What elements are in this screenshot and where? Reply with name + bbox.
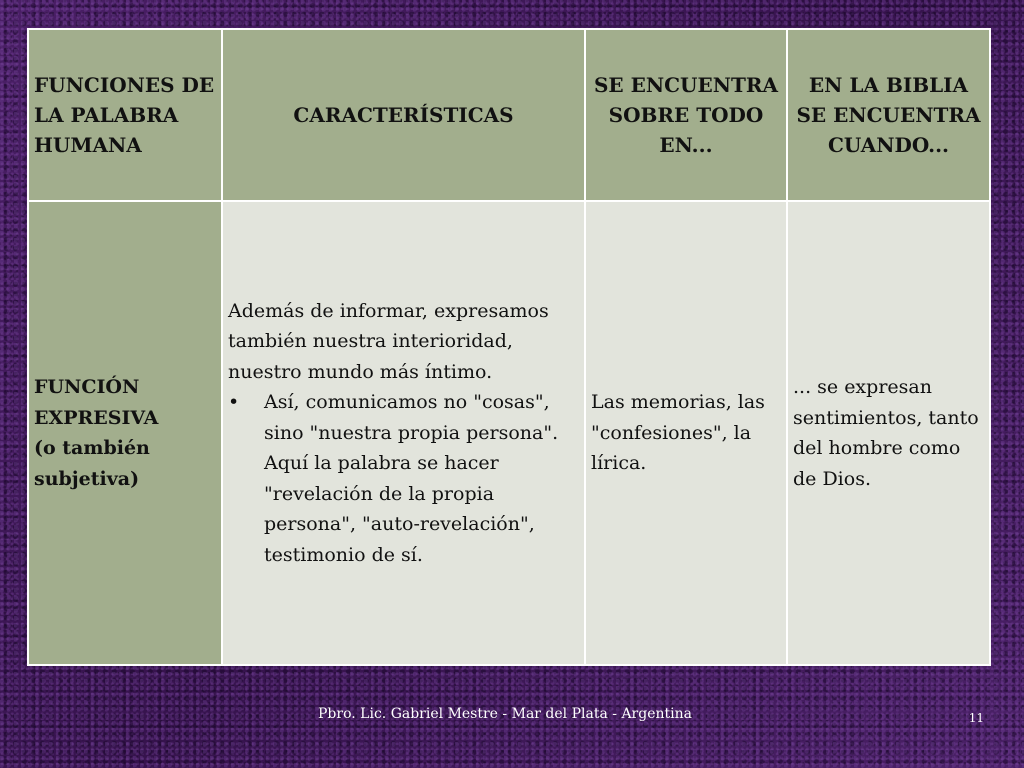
characteristics-intro: Además de informar, expresamos también nuestra interioridad, nuestro mundo más íntimo.	[228, 299, 549, 383]
bible-cell: ... se expresan sentimientos, tanto del hombre como de Dios.	[787, 201, 990, 665]
table-row	[28, 201, 990, 665]
characteristics-cell	[222, 201, 585, 665]
characteristics-list	[228, 387, 579, 570]
found-in-cell: Las memorias, las "confesiones", la lírica.	[585, 201, 787, 665]
function-name-cell	[28, 201, 222, 665]
header-found-in: SE ENCUENTRA SOBRE TODO EN...	[585, 29, 787, 201]
function-alt-name: (o también subjetiva)	[34, 437, 150, 490]
table-header-row	[28, 29, 990, 201]
characteristics-bullet: • Así, comunicamos no "cosas", sino "nuestra propia persona". Aquí la palabra se hacer "revelación de la propia persona", "auto-revelación", testimonio de sí.	[264, 387, 579, 570]
functions-table	[27, 28, 991, 666]
function-name: FUNCIÓN EXPRESIVA	[34, 376, 159, 429]
page-number: 11	[968, 711, 984, 725]
header-bible: EN LA BIBLIA SE ENCUENTRA CUANDO...	[787, 29, 990, 201]
header-functions: FUNCIONES DE LA PALABRA HUMANA	[28, 29, 222, 201]
footer-author: Pbro. Lic. Gabriel Mestre - Mar del Plata - Argentina	[318, 706, 692, 722]
header-characteristics: CARACTERÍSTICAS	[222, 29, 585, 201]
